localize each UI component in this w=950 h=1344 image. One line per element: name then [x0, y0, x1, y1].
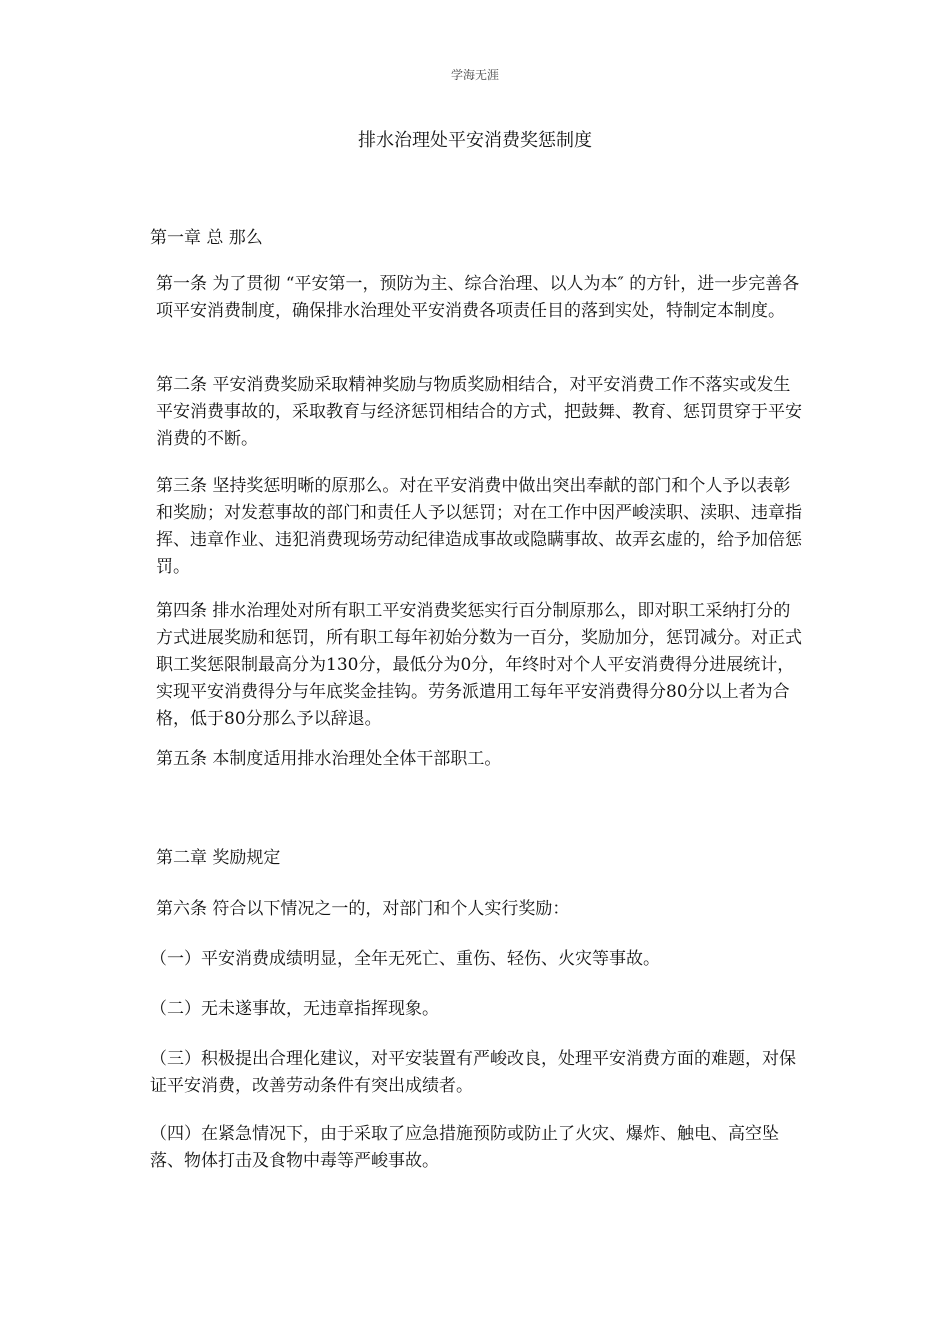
list-item: （一）平安消费成绩明显，全年无死亡、重伤、轻伤、火灾等事故。 [150, 949, 660, 969]
article-paragraph: 第五条 本制度适用排水治理处全体干部职工。 [156, 749, 502, 769]
list-item: （二）无未遂事故，无违章指挥现象。 [150, 999, 439, 1019]
article-paragraph: 第一条 为了贯彻 “平安第一，预防为主、综合治理、以人为本″ 的方针，进一步完善各项平安消费制度，确保排水治理处平安消费各项责任目的落到实处，特制定本制度。 [156, 274, 800, 321]
chapter-heading: 第二章 奖励规定 [156, 848, 281, 868]
list-item: （四）在紧急情况下，由于采取了应急措施预防或防止了火灾、爆炸、触电、高空坠落、物体打击及食物中毒等严峻事故。 [150, 1124, 779, 1171]
article-paragraph: 第二条 平安消费奖励采取精神奖励与物质奖励相结合，对平安消费工作不落实或发生平安消费事故的，采取教育与经济惩罚相结合的方式，把鼓舞、教育、惩罚贯穿于平安消费的不断。 [156, 375, 802, 449]
document-title: 排水治理处平安消费奖惩制度 [358, 130, 592, 151]
chapter-heading: 第一章 总 那么 [150, 228, 263, 248]
list-item: （三）积极提出合理化建议，对平安装置有严峻改良，处理平安消费方面的难题，对保证平安消费，改善劳动条件有突出成绩者。 [150, 1049, 796, 1096]
article-paragraph: 第四条 排水治理处对所有职工平安消费奖惩实行百分制原那么，即对职工采纳打分的方式进展奖励和惩罚，所有职工每年初始分数为一百分，奖励加分，惩罚减分。对正式职工奖惩限制最高分为130分，最低分为0分，年终时对个人平安消费得分进展统计，实现平安消费得分与年底奖金挂钩。劳务派遣用工每年平安消费得分80分以上者为合格，低于80分那么予以辞退。 [156, 601, 802, 729]
article-paragraph: 第三条 坚持奖惩明晰的原那么。对在平安消费中做出突出奉献的部门和个人予以表彰和奖励；对发惹事故的部门和责任人予以惩罚；对在工作中因严峻渎职、渎职、违章指挥、违章作业、违犯消费现场劳动纪律造成事故或隐瞒事故、故弄玄虚的，给予加倍惩罚。 [156, 476, 802, 577]
page-header: 学海无涯 [450, 68, 499, 82]
article-paragraph: 第六条 符合以下情况之一的，对部门和个人实行奖励： [156, 899, 570, 919]
